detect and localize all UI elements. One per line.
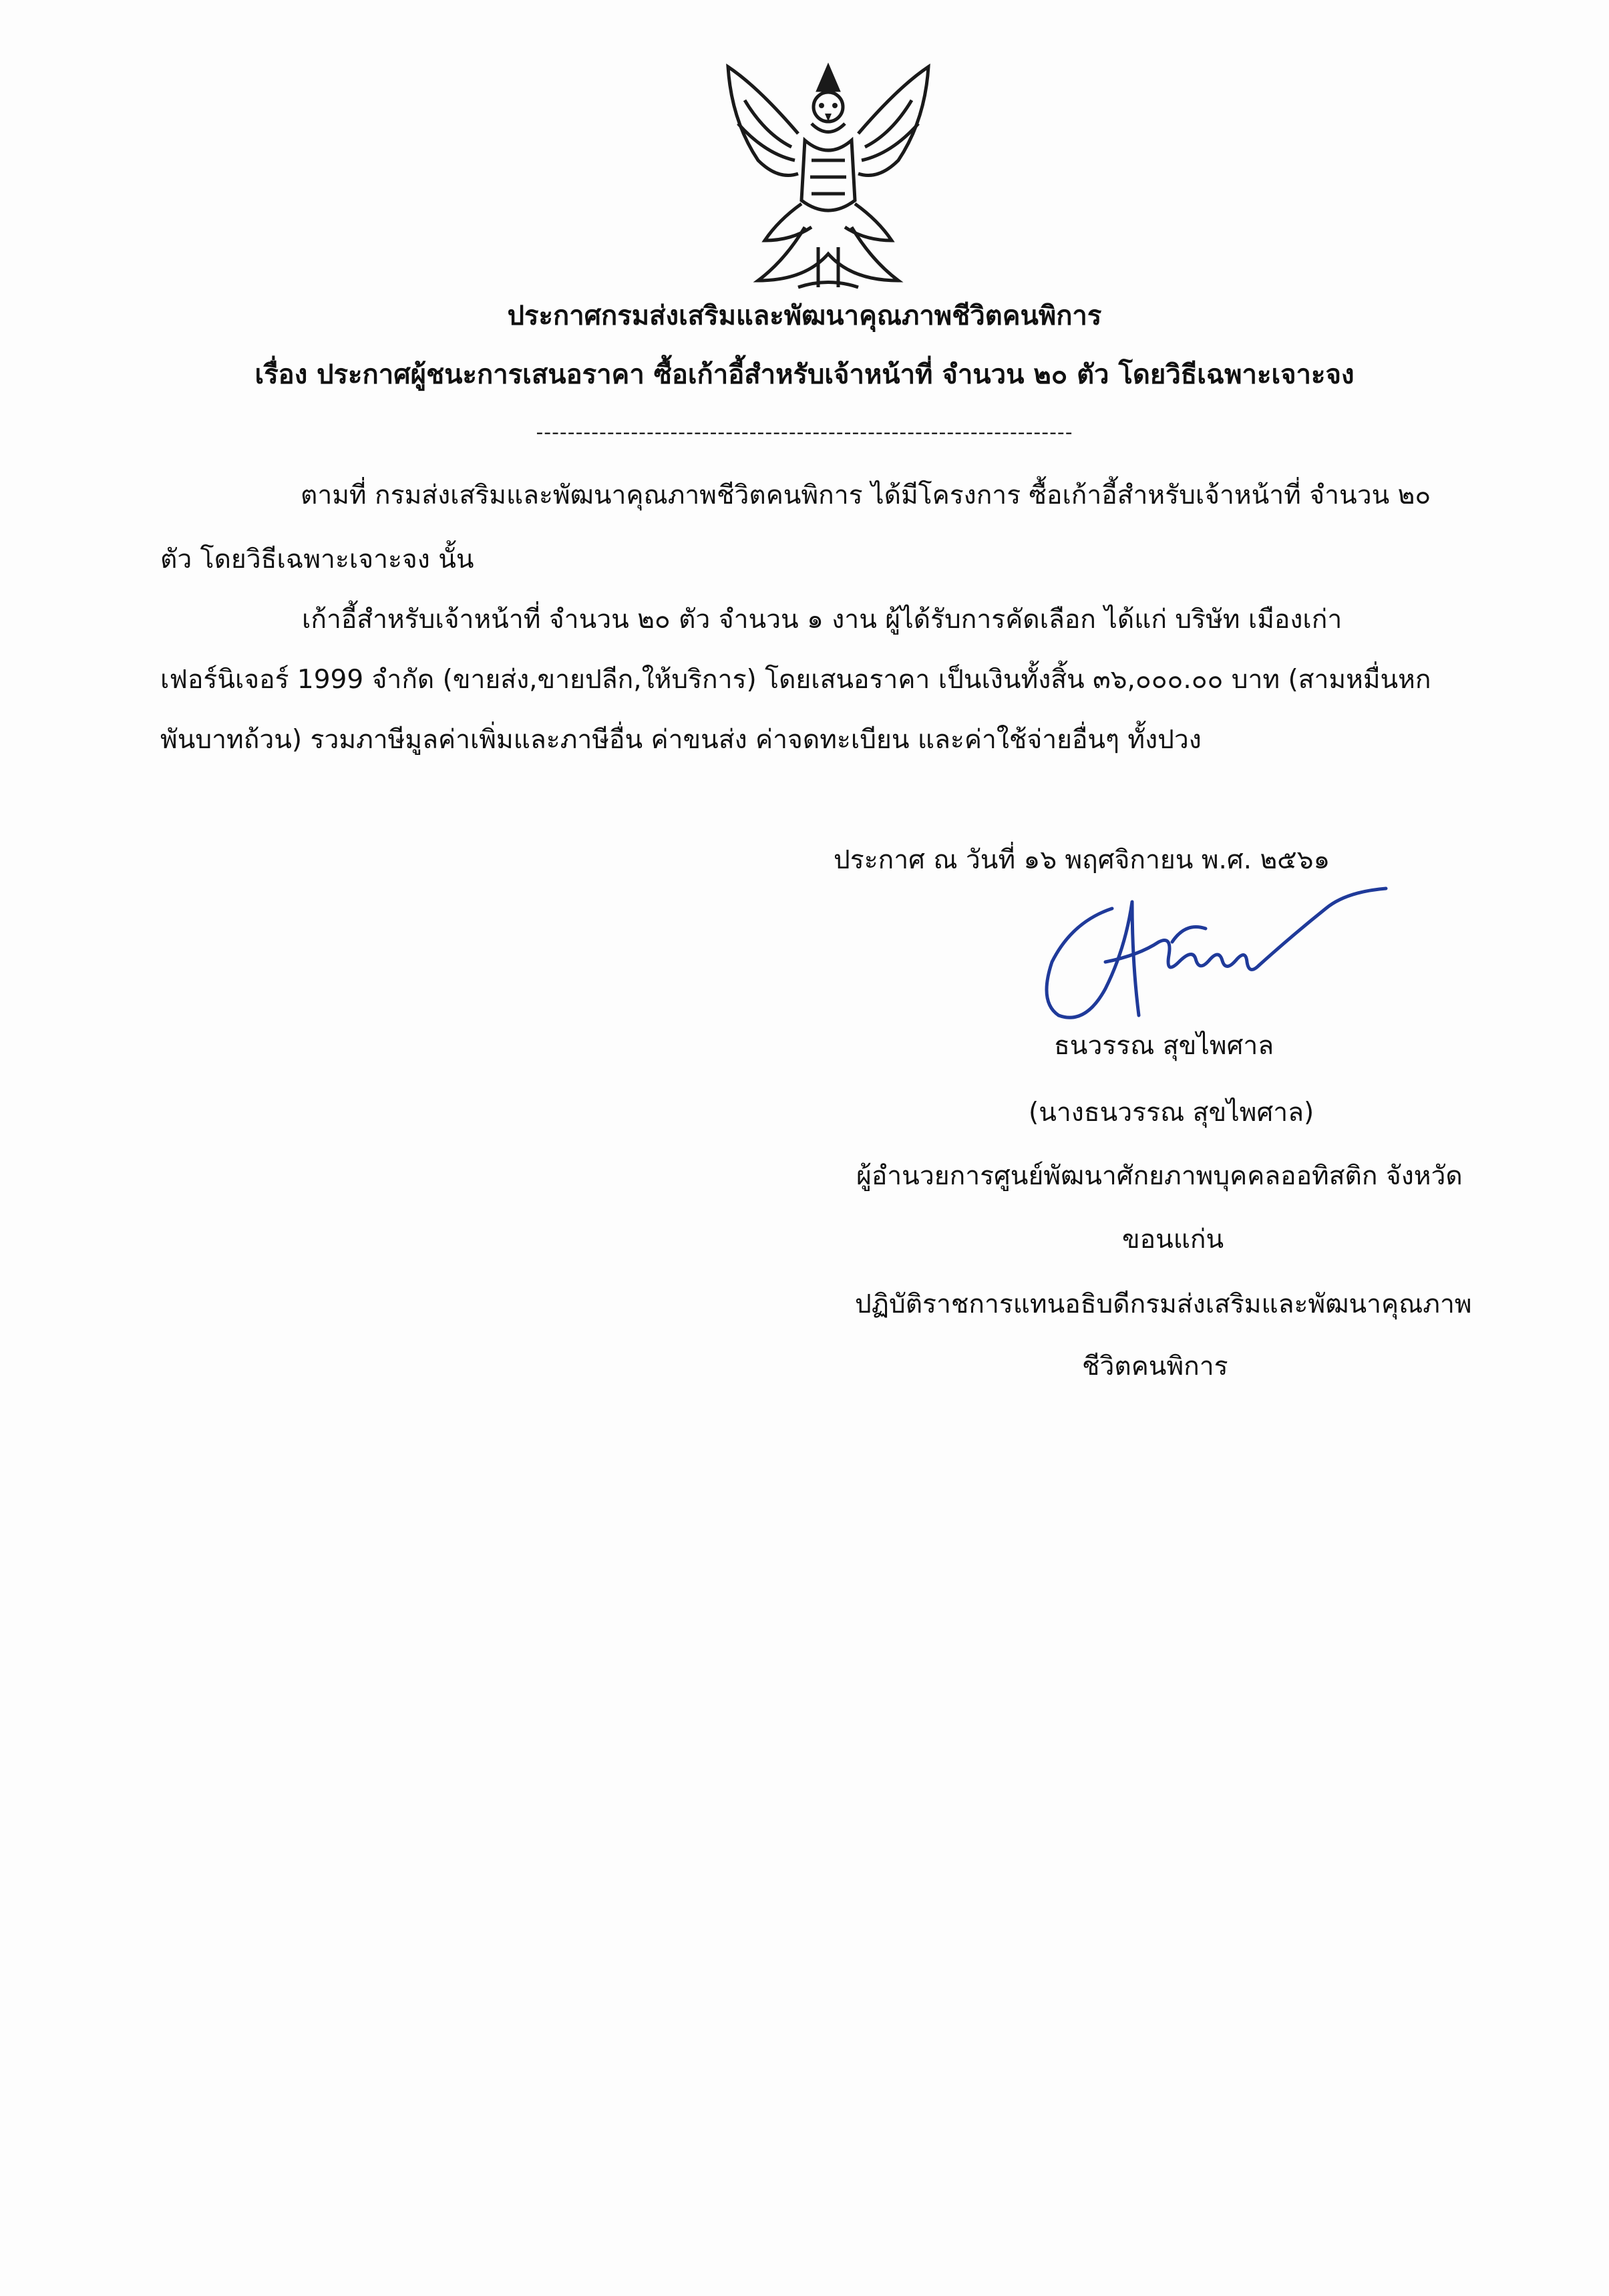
signatory-position-line-4: ชีวิตคนพิการ [1082,1351,1228,1381]
announcement-title: ประกาศกรมส่งเสริมและพัฒนาคุณภาพชีวิตคนพิการ [507,301,1102,331]
paragraph-2-line-1: เก้าอี้สำหรับเจ้าหน้าที่ จำนวน ๒๐ ตัว จำนวน ๑ งาน ผู้ได้รับการคัดเลือก ได้แก่ บริษัท เมืองเก่า [302,605,1343,635]
signatory-full-name: (นางธนวรรณ สุขไพศาล) [1029,1098,1314,1128]
paragraph-1-line-2: ตัว โดยวิธีเฉพาะเจาะจง นั้น [160,544,474,575]
paragraph-2-line-3: พันบาทถ้วน) รวมภาษีมูลค่าเพิ่มและภาษีอื่น ค่าขนส่ง ค่าจดทะเบียน และค่าใช้จ่ายอื่นๆ ทั้งปวง [160,725,1202,755]
divider-line: -------------------------------------------------------------------- [536,421,1073,444]
garuda-emblem-icon [718,60,938,297]
signatory-position-line-2: ขอนแก่น [1122,1224,1224,1255]
paragraph-2-line-2: เฟอร์นิเจอร์ 1999 จำกัด (ขายส่ง,ขายปลีก,ให้บริการ) โดยเสนอราคา เป็นเงินทั้งสิ้น ๓๖,๐๐๐.๐๐ บาท (สามหมื่นหก [160,665,1431,695]
paragraph-1-line-1: ตามที่ กรมส่งเสริมและพัฒนาคุณภาพชีวิตคนพิการ ได้มีโครงการ ซื้อเก้าอี้สำหรับเจ้าหน้าที่ จำนวน ๒๐ [301,480,1431,510]
handwritten-signature-icon [1032,882,1393,1042]
announcement-date: ประกาศ ณ วันที่ ๑๖ พฤศจิกายน พ.ศ. ๒๕๖๑ [834,845,1330,875]
signature-name: ธนวรรณ สุขไพศาล [1054,1031,1274,1061]
signatory-position-line-1: ผู้อำนวยการศูนย์พัฒนาศักยภาพบุคคลออทิสติก จังหวัด [856,1161,1463,1191]
announcement-subject: เรื่อง ประกาศผู้ชนะการเสนอราคา ซื้อเก้าอี้สำหรับเจ้าหน้าที่ จำนวน ๒๐ ตัว โดยวิธีเฉพาะเจาะจง [254,359,1355,390]
signatory-position-line-3: ปฏิบัติราชการแทนอธิบดีกรมส่งเสริมและพัฒนาคุณภาพ [855,1289,1472,1319]
